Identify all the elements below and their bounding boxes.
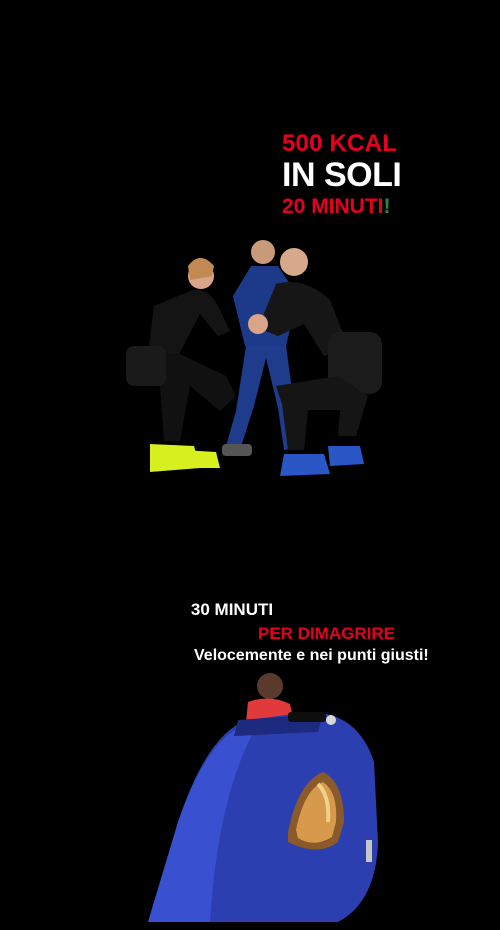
infrared-pod-machine-icon — [138, 672, 383, 930]
minutes-headline — [282, 196, 482, 217]
kcal-headline: 500 KCAL — [282, 130, 397, 157]
thirty-minutes-title: 30 MINUTI — [190, 600, 274, 619]
minutes-text: 20 MINUTI — [282, 195, 384, 218]
ems-headline — [282, 132, 482, 217]
ems-training-people-icon — [108, 236, 398, 486]
per-dimagrire-title: PER DIMAGRIRE — [258, 624, 395, 643]
velocemente-subtitle: Velocemente e nei punti giusti! — [194, 647, 429, 664]
in-soli-headline: IN SOLI — [282, 156, 402, 194]
exclamation-accent: ! — [383, 195, 391, 218]
hero-pod-section — [0, 580, 500, 930]
